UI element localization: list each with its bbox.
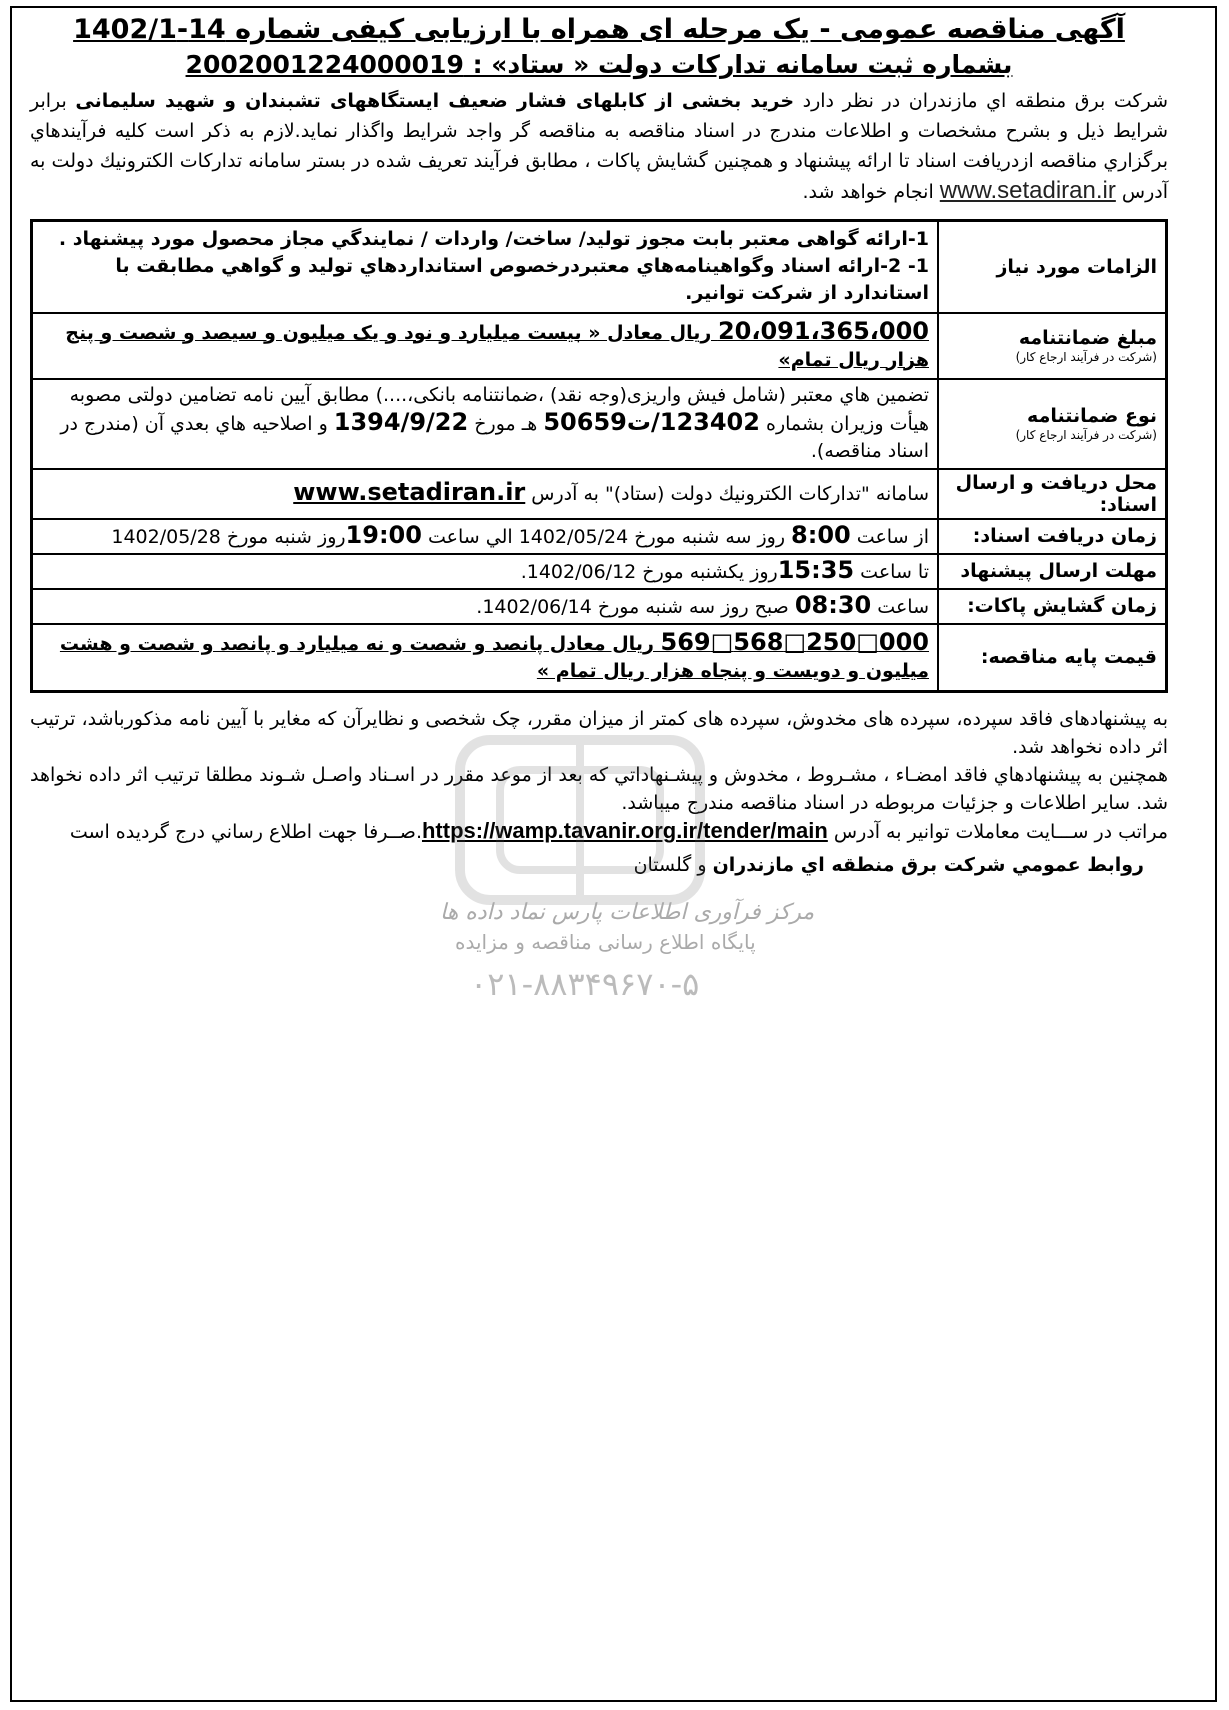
docs-place-value: [32, 469, 939, 519]
footer-note-1: به پیشنهادهای فاقد سپرده، سپرده های مخدوش، سپرده های کمتر از میزان مقرر، چک شخصی و نظایرآن که مغایر با آیین نامه مذکورباشد، ترتیب اثر داده نخواهد شد.: [30, 708, 1168, 758]
guarantee-amount-value: [32, 313, 939, 379]
opening-t2: صبح روز سه شنبه مورخ 1402/06/14.: [476, 595, 795, 618]
base-price-words: ریال معادل پانصد و شصت و نه میلیارد و پانصد و شصت و هشت میلیون و دویست و پنجاه هزار ریال تمام »: [59, 633, 929, 683]
base-price-label: قیمت پایه مناقصه:: [938, 624, 1167, 692]
docs-time-h1: 8:00: [791, 520, 851, 549]
guarantee-amount-label-text: مبلغ ضمانتنامه: [1018, 326, 1157, 349]
docs-time-value: [32, 519, 939, 554]
table-row: [32, 519, 1167, 554]
opening-t1: ساعت: [871, 595, 929, 618]
setad-link[interactable]: www.setadiran.ir: [939, 177, 1116, 204]
docs-time-t2: روز سه شنبه مورخ 1402/05/24 الي ساعت: [421, 525, 792, 548]
guarantee-amount-label: [938, 313, 1167, 379]
table-row: [32, 554, 1167, 589]
footer-note-2: همچنین به پیشنهادهاي فاقد امضـاء ، مشـروط ، مخدوش و پیشـنهاداتي که بعد از موعد مقرر در اسـناد واصـل شـوند مطلقا ترتیب اثر داده نخواهد شد. سایر اطلاعات و جزئیات مربوطه در اسناد مناقصه مندرج میباشد.: [30, 764, 1168, 814]
guarantee-amount-sub: (شرکت در فرآیند ارجاع کار): [1015, 349, 1157, 364]
req-line-1: 1-ارائه گواهی معتبر بابت مجوز تولید/ ساخت/ واردات / نمایندگي مجاز محصول مورد پیشنهاد .: [58, 228, 929, 251]
docs-place-link[interactable]: www.setadiran.ir: [293, 478, 526, 506]
guarantee-type-value: [32, 379, 939, 469]
deadline-label: مهلت ارسال پیشنهاد: [938, 554, 1167, 589]
watermark-text-2: پایگاه اطلاع رسانی مناقصه و مزایده: [455, 930, 756, 954]
guarantee-type-label: [938, 379, 1167, 469]
docs-time-h2: 19:00: [345, 520, 422, 549]
intro-subject: خرید بخشی از کابلهای فشار ضعیف ایستگاههای تشبندان و شهید سلیمانی: [75, 90, 795, 112]
base-price-value: [32, 624, 939, 692]
docs-place-text: سامانه "تدارکات الکترونیك دولت (ستاد)" به آدرس: [525, 483, 929, 505]
watermark-phone: ۰۲۱-۸۸۳۴۹۶۷۰-۵: [470, 965, 700, 1003]
guarantee-amount-number: 20،091،365،000: [717, 316, 929, 345]
table-row: [32, 589, 1167, 624]
intro-text-3: انجام خواهد شد.: [802, 181, 940, 203]
req-label: الزامات مورد نیاز: [938, 221, 1167, 313]
deadline-value: [32, 554, 939, 589]
footer-note-3-b: .صــرفا جهت اطلاع رساني درج گردیده است: [69, 821, 422, 843]
notice-title: آگهی مناقصه عمومی - یک مرحله ای همراه با ارزیابی کیفی شماره 14-1402/1: [73, 14, 1125, 45]
table-row: [32, 313, 1167, 379]
guarantee-type-number: 123402/ت50659: [543, 408, 760, 436]
watermark-text-1: مرکز فرآوری اطلاعات پارس نماد داده ها: [440, 900, 815, 925]
req-value: [32, 221, 939, 313]
table-row: [32, 221, 1167, 313]
signature-rest: و گلستان: [633, 854, 713, 876]
opening-label: زمان گشایش پاکات:: [938, 589, 1167, 624]
footer-notes: [30, 705, 1168, 846]
docs-place-label: محل دریافت و ارسال اسناد:: [938, 469, 1167, 519]
docs-time-t3: روز شنبه مورخ 1402/05/28: [111, 525, 346, 548]
table-row: [32, 469, 1167, 519]
opening-hour: 08:30: [794, 590, 872, 619]
guarantee-type-text-3: و اصلاحیه هاي بعدي آن (مندرج در اسناد مناقصه).: [60, 413, 929, 462]
guarantee-type-date: 1394/9/22: [333, 408, 469, 436]
intro-paragraph: [30, 86, 1168, 207]
guarantee-amount-words: ریال معادل « بیست میلیارد و نود و یک میلیون و سیصد و شصت و پنج هزار ریال تمام»: [65, 321, 929, 371]
deadline-t1: تا ساعت: [854, 560, 929, 583]
footer-note-3: [30, 817, 1168, 846]
spec-table: [30, 219, 1168, 693]
tavanir-link[interactable]: https://wamp.tavanir.org.ir/tender/main: [421, 818, 828, 843]
tender-notice: [30, 12, 1168, 876]
signature: [30, 854, 1168, 876]
guarantee-type-sub: (شرکت در فرآیند ارجاع کار): [1015, 427, 1157, 442]
guarantee-type-text-1: تضمین هاي معتبر (شامل فیش واریزی(وجه نقد) ،ضمانتنامه بانکی،....) مطابق آیین نامه تضامین دولتی مصوبه هیأت وزیران بشماره: [69, 384, 929, 435]
deadline-hour: 15:35: [777, 555, 855, 584]
deadline-t2: روز یکشنبه مورخ 1402/06/12.: [520, 560, 778, 583]
docs-time-label: زمان دریافت اسناد:: [938, 519, 1167, 554]
table-row: [32, 379, 1167, 469]
docs-time-t1: از ساعت: [850, 525, 929, 548]
guarantee-type-label-text: نوع ضمانتنامه: [1027, 404, 1157, 427]
base-price-number: 000□250□568□569: [660, 628, 929, 657]
opening-value: [32, 589, 939, 624]
footer-note-3-a: مراتب در ســـایت معاملات توانیر به آدرس: [827, 821, 1168, 843]
req-line-2: 1- 2-ارائه اسناد وگواهینامه‌هاي معتبردرخصوص استانداردهاي تولید و گواهي مطابقت با استاندارد از شرکت توانیر.: [115, 255, 929, 305]
registration-number: بشماره ثبت سامانه تدارکات دولت « ستاد» : 2002001224000019: [185, 50, 1013, 79]
table-row: [32, 624, 1167, 692]
intro-text-1: شرکت برق منطقه اي مازندران در نظر دارد: [794, 90, 1168, 112]
guarantee-type-text-2: هـ مورخ: [468, 413, 544, 435]
signature-bold: روابط عمومي شرکت برق منطقه اي مازندران: [712, 854, 1144, 876]
intro-text-2: برابر شرایط ذیل و بشرح مشخصات و اطلاعات مندرج در اسناد مناقصه به مناقصه گر واجد شرایط واگذار نماید.لازم به ذکر است کلیه فرآیندهاي برگزاري مناقصه ازدریافت اسناد تا ارائه پیشنهاد و همچنین گشایش پاکات ، مطابق فرآیند تعریف شده در بستر سامانه تدارکات الکترونیك دولت به آدرس: [30, 90, 1168, 203]
